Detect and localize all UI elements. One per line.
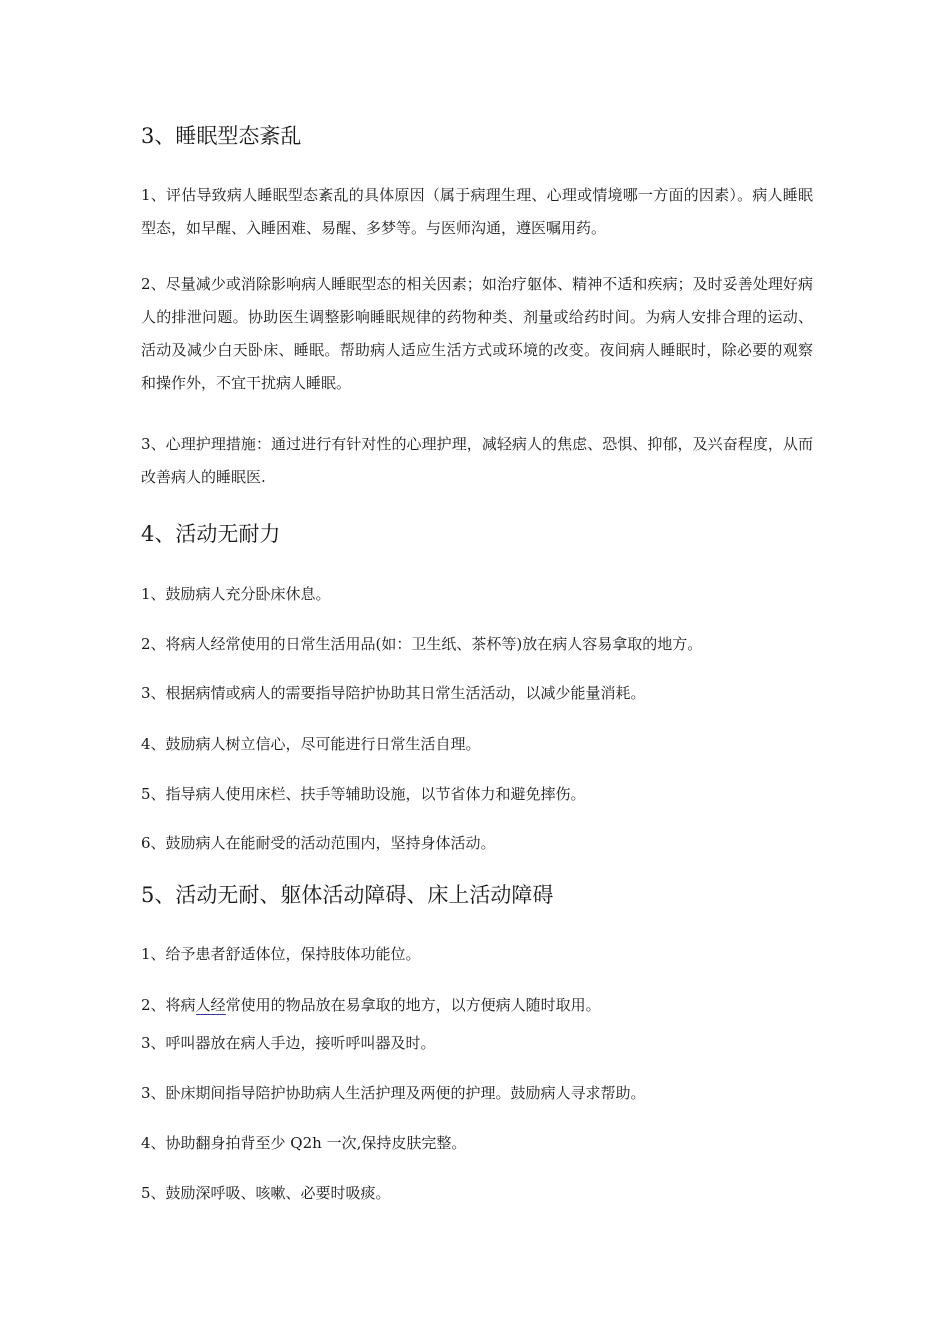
list-item: 6、鼓励病人在能耐受的活动范围内，坚持身体活动。 [141,834,496,852]
list-item: 2、将病人经常使用的物品放在易拿取的地方，以方便病人随时取用。 [141,996,601,1014]
list-item: 5、鼓励深呼吸、咳嗽、必要时吸痰。 [141,1184,391,1202]
list-item: 3、卧床期间指导陪护协助病人生活护理及两便的护理。鼓励病人寻求帮助。 [141,1084,646,1102]
section-heading-sleep: 3、睡眠型态紊乱 [141,124,302,148]
paragraph: 2、尽量减少或消除影响病人睡眠型态的相关因素；如治疗躯体、精神不适和疾病；及时妥善处理好病人的排泄问题。协助医生调整影响睡眠规律的药物种类、剂量或给药时间。为病人安排合理的运动、活动及减少白天卧床、睡眠。帮助病人适应生活方式或环境的改变。夜间病人睡眠时，除必要的观察和操作外，不宜干扰病人睡眠。 [141,275,813,392]
list-item: 5、指导病人使用床栏、扶手等辅助设施，以节省体力和避免摔伤。 [141,785,586,803]
list-item: 1、鼓励病人充分卧床休息。 [141,585,331,603]
list-item: 3、呼叫器放在病人手边，接听呼叫器及时。 [141,1034,436,1052]
section-heading-mobility: 5、活动无耐、躯体活动障碍、床上活动障碍 [141,883,554,907]
list-item: 2、将病人经常使用的日常生活用品(如：卫生纸、茶杯等)放在病人容易拿取的地方。 [141,635,703,653]
paragraph: 1、评估导致病人睡眠型态紊乱的具体原因（属于病理生理、心理或情境哪一方面的因素）。病人睡眠型态，如早醒、入睡困难、易醒、多梦等。与医师沟通，遵医嘱用药。 [141,186,813,237]
paragraph: 3、心理护理措施：通过进行有针对性的心理护理，减轻病人的焦虑、恐惧、抑郁，及兴奋程度，从而改善病人的睡眠医. [141,435,813,486]
section-heading-activity: 4、活动无耐力 [141,522,281,546]
list-item: 4、协助翻身拍背至少 Q2h 一次,保持皮肤完整。 [141,1134,467,1152]
list-item: 3、根据病情或病人的需要指导陪护协助其日常生活活动，以减少能量消耗。 [141,684,646,702]
underlined-text: 人经 [195,996,226,1014]
list-item: 1、给予患者舒适体位，保持肢体功能位。 [141,945,421,963]
list-item: 4、鼓励病人树立信心，尽可能进行日常生活自理。 [141,735,481,753]
